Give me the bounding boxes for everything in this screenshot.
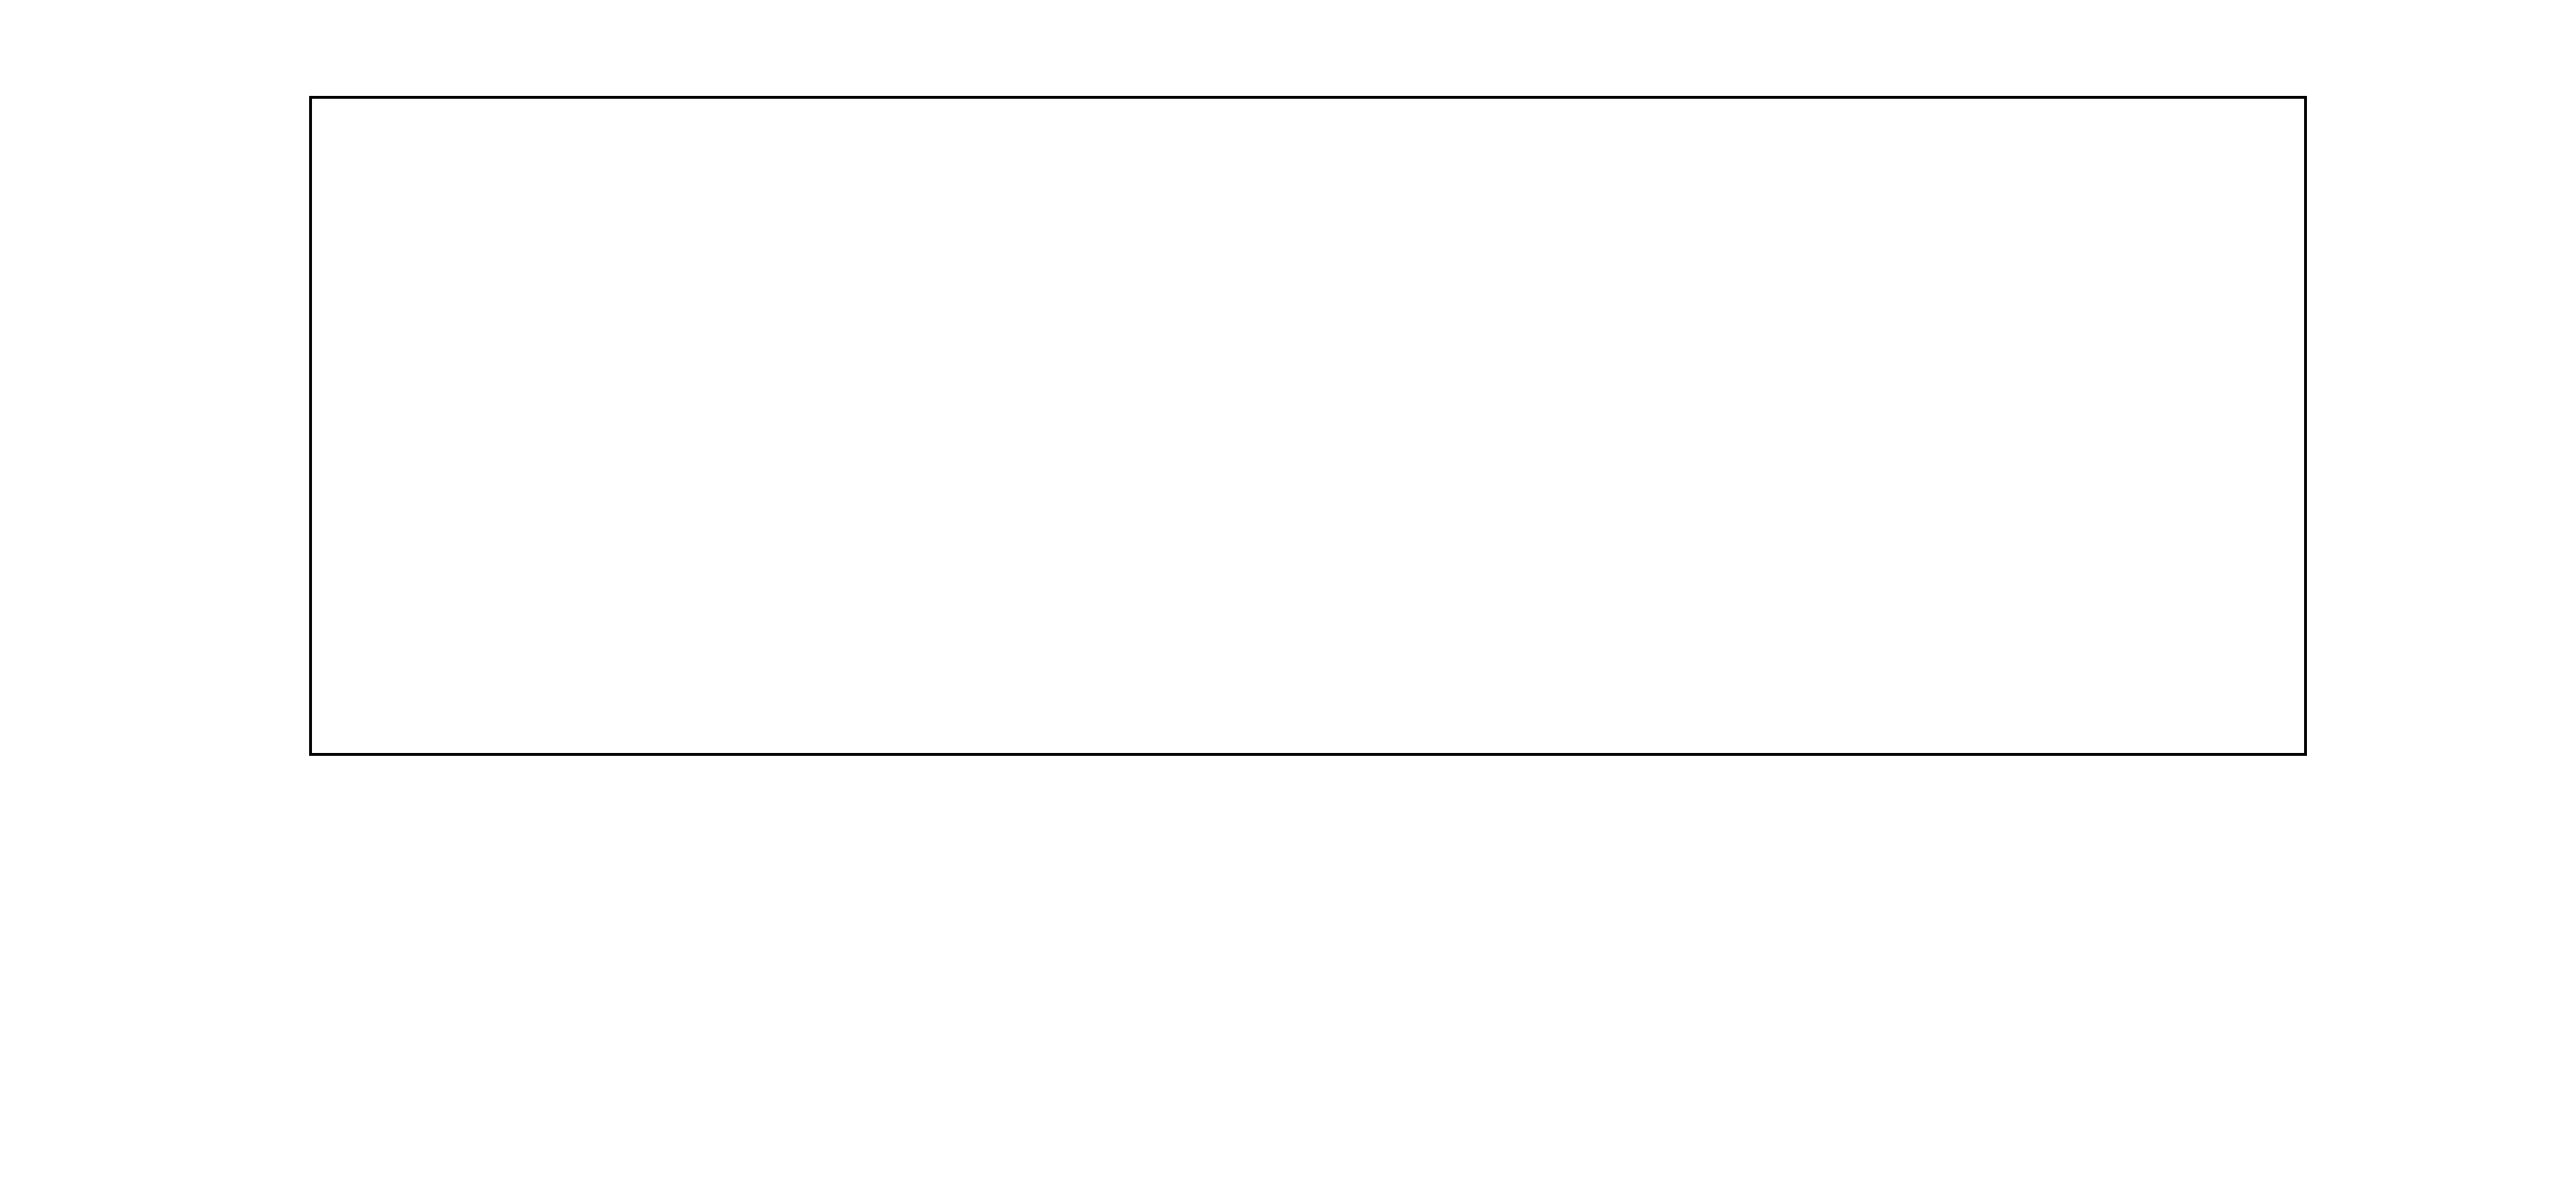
plot-border bbox=[311, 97, 2306, 754]
